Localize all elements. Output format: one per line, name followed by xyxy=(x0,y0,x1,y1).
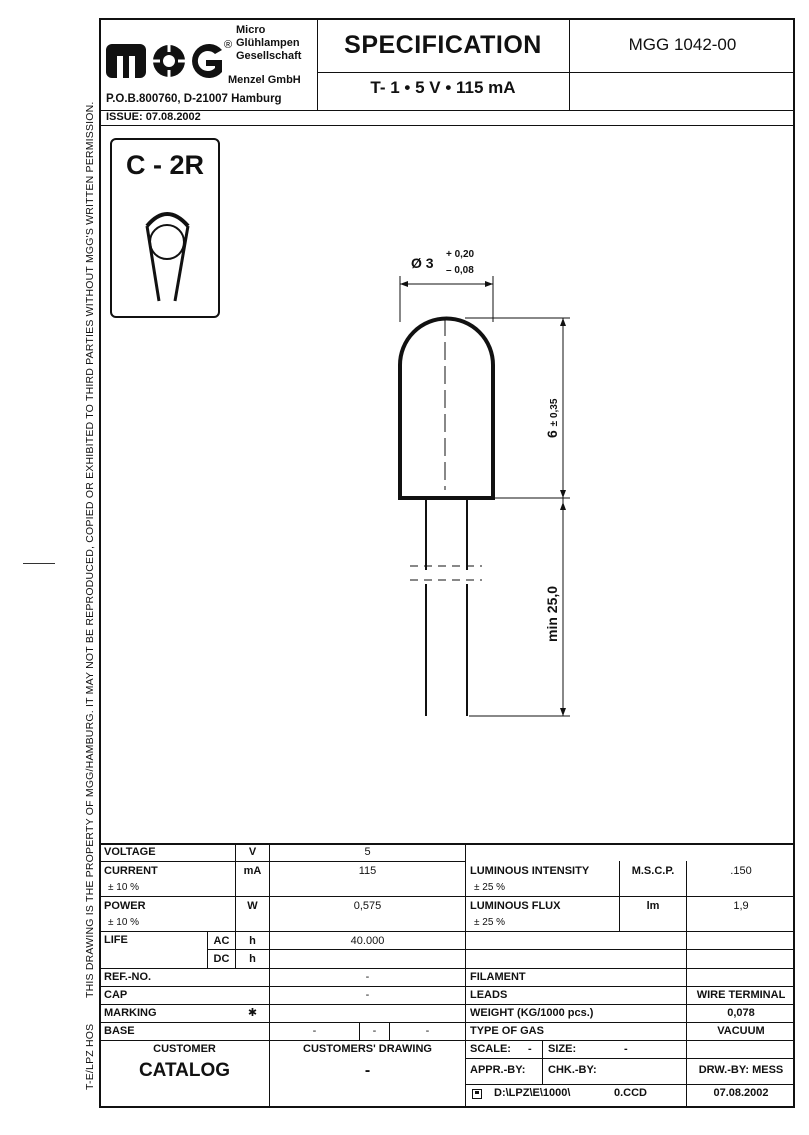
checked-by-label: CHK.-BY: xyxy=(548,1064,597,1076)
scale-label: SCALE: xyxy=(470,1043,511,1055)
luminous-intensity-unit: M.S.C.P. xyxy=(631,865,675,877)
leads-value: WIRE TERMINAL xyxy=(696,989,786,1001)
table-line xyxy=(99,931,795,932)
current-value: 115 xyxy=(358,865,377,877)
lead-length-label: min 25,0 xyxy=(544,585,560,642)
current-tolerance: ± 10 % xyxy=(108,882,140,893)
life-value: 40.000 xyxy=(350,935,385,947)
ref-no-label: REF.-NO. xyxy=(104,971,152,983)
company-name xyxy=(236,24,301,63)
document-title: SPECIFICATION xyxy=(344,31,542,59)
weight-value: 0,078 xyxy=(727,1007,755,1019)
base-label: BASE xyxy=(104,1025,135,1037)
drawing-date: 07.08.2002 xyxy=(713,1087,769,1099)
company-line: Gesellschaft xyxy=(236,50,302,62)
registered-mark: ® xyxy=(224,39,233,51)
lamp-rating: T- 1 • 5 V • 115 mA xyxy=(370,78,516,97)
header-divider xyxy=(317,72,795,73)
leads-label: LEADS xyxy=(470,989,508,1001)
gas-value: VACUUM xyxy=(717,1025,765,1037)
cap-label: CAP xyxy=(104,989,128,1001)
scale-value: - xyxy=(528,1043,532,1055)
table-border xyxy=(99,843,795,845)
cap-value: - xyxy=(365,989,370,1001)
table-line xyxy=(207,949,795,950)
approved-by-label: APPR.-BY: xyxy=(470,1064,526,1076)
height-value: 6 xyxy=(544,430,560,438)
luminous-flux-value: 1,9 xyxy=(733,900,749,912)
lamp-type-code: C - 2R xyxy=(125,150,204,180)
power-value: 0,575 xyxy=(353,900,382,912)
voltage-unit: V xyxy=(248,846,257,858)
life-dc: DC xyxy=(213,953,230,965)
base-value-3: - xyxy=(425,1025,430,1037)
header-divider xyxy=(99,110,795,111)
marking-star: ✱ xyxy=(247,1007,258,1019)
document-number: MGG 1042-00 xyxy=(628,35,737,54)
table-line xyxy=(99,1004,795,1005)
height-label xyxy=(544,399,560,438)
luminous-intensity-value: .150 xyxy=(730,865,752,877)
file-name: 0.CCD xyxy=(614,1087,648,1099)
issue-date: ISSUE: 07.08.2002 xyxy=(106,111,201,123)
filament-symbol-icon xyxy=(112,198,218,308)
table-col xyxy=(465,843,466,1108)
table-line xyxy=(99,1040,795,1041)
power-tolerance: ± 10 % xyxy=(108,917,140,928)
margin-mark xyxy=(23,563,55,564)
base-value-2: - xyxy=(372,1025,377,1037)
luminous-intensity-label: LUMINOUS INTENSITY xyxy=(470,865,590,877)
company-address: P.O.B.800760, D-21007 Hamburg xyxy=(106,93,282,105)
size-value: - xyxy=(624,1043,628,1055)
life-label: LIFE xyxy=(104,934,128,946)
marking-label: MARKING xyxy=(104,1007,157,1019)
company-line: Micro xyxy=(236,24,266,36)
luminous-flux-label: LUMINOUS FLUX xyxy=(470,900,561,912)
luminous-flux-tolerance: ± 25 % xyxy=(474,917,506,928)
luminous-intensity-tolerance: ± 25 % xyxy=(474,882,506,893)
life-ac: AC xyxy=(213,935,230,947)
luminous-flux-unit: lm xyxy=(646,900,660,912)
lamp-type-box xyxy=(110,138,220,318)
life-unit-dc: h xyxy=(249,953,256,965)
ref-no-value: - xyxy=(365,971,370,983)
drawn-by-label: DRW.-BY: MESS xyxy=(698,1064,784,1076)
life-unit-ac: h xyxy=(249,935,256,947)
copyright-notice: THIS DRAWING IS THE PROPERTY OF MGG/HAMBURG. IT MAY NOT BE REPRODUCED, COPIED OR EXHIBITED TO THIRD PARTIES WITHOUT MGG'S WRITTEN PERMISSION. xyxy=(84,101,96,998)
department-code: T-E/LPZ HOS xyxy=(84,1023,96,1090)
table-line xyxy=(99,968,795,969)
height-tolerance: ± 0,35 xyxy=(549,398,560,427)
table-line xyxy=(99,861,465,862)
mgg-logo xyxy=(104,36,234,82)
customers-drawing-label: CUSTOMERS' DRAWING xyxy=(303,1043,432,1055)
header-divider xyxy=(99,125,795,126)
disk-icon xyxy=(472,1089,482,1099)
filament-label: FILAMENT xyxy=(470,971,526,983)
table-col xyxy=(542,1040,543,1084)
table-line xyxy=(465,1058,795,1059)
table-line xyxy=(99,896,795,897)
customer-label: CUSTOMER xyxy=(153,1043,216,1055)
voltage-value: 5 xyxy=(364,846,371,858)
lamp-drawing xyxy=(380,270,580,730)
weight-label: WEIGHT (KG/1000 pcs.) xyxy=(470,1007,594,1019)
diameter-tolerance-minus: – 0,08 xyxy=(446,265,474,276)
diameter-tolerance-plus: + 0,20 xyxy=(446,249,475,260)
header-divider xyxy=(569,18,570,110)
current-label: CURRENT xyxy=(104,865,158,877)
power-unit: W xyxy=(247,900,258,912)
current-unit: mA xyxy=(243,865,262,877)
table-line xyxy=(99,1022,795,1023)
company-suffix: Menzel GmbH xyxy=(228,74,301,86)
company-line: Glühlampen xyxy=(236,37,300,49)
file-path: D:\LPZ\E\1000\ xyxy=(494,1087,571,1099)
table-line xyxy=(99,986,795,987)
gas-label: TYPE OF GAS xyxy=(470,1025,544,1037)
diameter-label: Ø 3 xyxy=(411,255,434,271)
base-value-1: - xyxy=(312,1025,317,1037)
customer-value: CATALOG xyxy=(138,1060,231,1081)
power-label: POWER xyxy=(104,900,146,912)
voltage-label: VOLTAGE xyxy=(104,846,156,858)
table-line xyxy=(465,1084,795,1085)
size-label: SIZE: xyxy=(548,1043,577,1055)
customers-drawing-value: - xyxy=(364,1062,371,1079)
